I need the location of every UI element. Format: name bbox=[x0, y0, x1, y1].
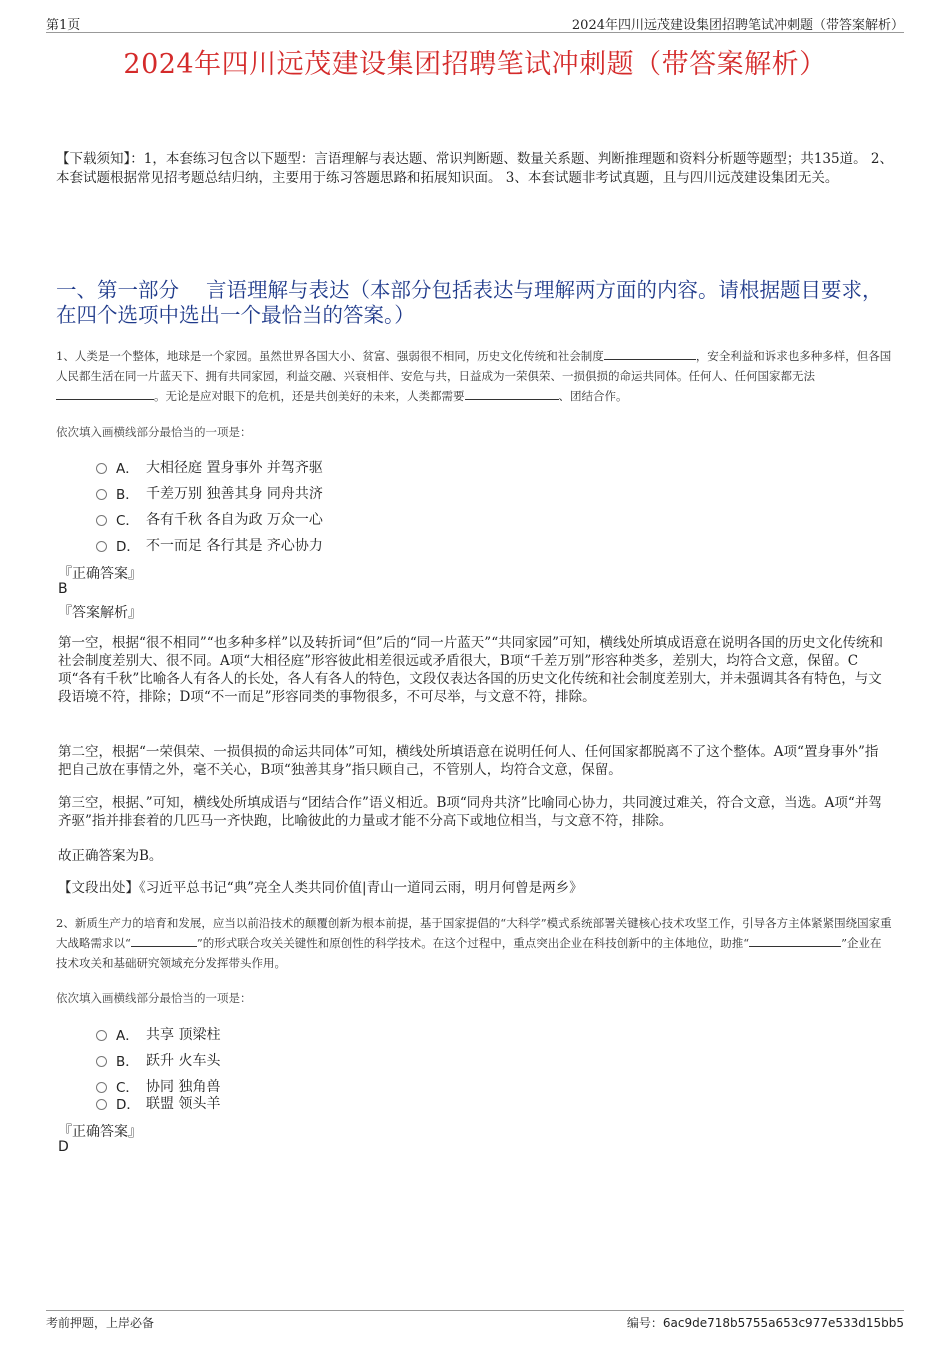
radio-icon[interactable] bbox=[96, 1056, 107, 1067]
option-text: 协同 独角兽 bbox=[146, 1079, 221, 1095]
header-divider bbox=[46, 32, 904, 33]
footer-divider bbox=[46, 1310, 904, 1311]
q1-analysis-para-2: 第二空，根据“一荣俱荣、一损俱损的命运共同体”可知，横线处所填语意在说明任何人、任何国家都脱离不了这个整体。A项“置身事外”指把自己放在事情之外，毫不关心，B项“独善其身”指只顾自己，不管别人，均符合文意，保留。 bbox=[58, 744, 879, 778]
download-notice: 【下载须知】：1，本套练习包含以下题型：言语理解与表达题、常识判断题、数量关系题、判断推理题和资料分析题等题型；共135道。 2、本套试题根据常见招考题总结归纳，主要用于练习答题思路和拓展知识面。 3、本套试题非考试真题，且与四川远茂建设集团无关。 bbox=[56, 151, 893, 186]
q1-blank-2 bbox=[56, 387, 154, 400]
document-title: 2024年四川远茂建设集团招聘笔试冲刺题（带答案解析） bbox=[123, 49, 827, 80]
radio-icon[interactable] bbox=[96, 1030, 107, 1041]
q1-analysis-para-3: 第三空，根据、”可知，横线处所填成语与“团结合作”语义相近。B项“同舟共济”比喻同心协力，共同渡过难关，符合文意，当选。A项“并驾齐驱”指并排套着的几匹马一齐快跑，比喻彼此的力量或才能不分高下或地位相当，与文意不符，排除。 bbox=[58, 795, 882, 829]
page-number: 第1页 bbox=[46, 18, 81, 33]
option-text: 联盟 领头羊 bbox=[146, 1096, 221, 1112]
option-text: 不一而足 各行其是 齐心协力 bbox=[146, 538, 323, 554]
q1-analysis-label: 『答案解析』 bbox=[58, 605, 142, 621]
footer-slogan: 考前押题，上岸必备 bbox=[46, 1316, 155, 1330]
q1-analysis-para-1: 第一空，根据“很不相同”“也多种多样”以及转折词“但”后的“同一片蓝天”“共同家园”可知，横线处所填成语意在说明各国的历史文化传统和社会制度差别大、很不同。A项“大相径庭”形容彼此相差很远或矛盾很大，B项“千差万别”形容种类多，差别大，均符合文意，保留。C项“各有千秋”比喻各人有各人的长处，各人有各人的特色，文段仅表达各国的历史文化传统和社会制度差别大，并未强调其各有特色，与文段语境不符，排除；D项“不一而足”形容同类的事物很多，不可尽举，与文意不符，排除。 bbox=[58, 635, 884, 705]
footer-code-label: 编号： bbox=[626, 1316, 663, 1330]
radio-icon[interactable] bbox=[96, 541, 107, 552]
q1-analysis-conclusion: 故正确答案为B。 bbox=[58, 848, 163, 864]
option-letter: C． bbox=[116, 1080, 139, 1096]
q1-option-d[interactable] bbox=[96, 535, 323, 555]
option-letter: D． bbox=[116, 1097, 140, 1113]
option-letter: B． bbox=[116, 1054, 139, 1070]
option-text: 千差万别 独善其身 同舟共济 bbox=[146, 486, 323, 502]
question-1-text bbox=[56, 346, 892, 406]
q1-text-part3: 。无论是应对眼下的危机，还是共创美好的未来，人类都需要 bbox=[154, 389, 465, 403]
radio-icon[interactable] bbox=[96, 489, 107, 500]
header-doc-title: 2024年四川远茂建设集团招聘笔试冲刺题（带答案解析） bbox=[571, 18, 904, 33]
q2-prompt: 依次填入画横线部分最恰当的一项是： bbox=[56, 991, 252, 1005]
radio-icon[interactable] bbox=[96, 463, 107, 474]
footer-code-value: 6ac9de718b5755a653c977e533d15bb5 bbox=[662, 1316, 904, 1330]
q2-option-a[interactable] bbox=[96, 1024, 220, 1044]
q1-text-part2: ，安全利益和诉求也多种多样，但各国人民都生活在同一片蓝天下、拥有共同家园，利益交融、兴衰相伴、安危与共，日益成为一荣俱荣、一损俱损的命运共同体。任何人、任何国家都无法 bbox=[56, 349, 892, 383]
option-letter: B． bbox=[116, 487, 139, 503]
q2-blank-1 bbox=[131, 934, 197, 947]
q1-text-part1: 1、人类是一个整体，地球是一个家园。虽然世界各国大小、贫富、强弱很不相同，历史文化传统和社会制度 bbox=[56, 349, 604, 363]
q2-option-d[interactable] bbox=[96, 1093, 220, 1113]
option-letter: A． bbox=[116, 1028, 139, 1044]
q2-text-part2: ”的形式联合攻关关键性和原创性的科学技术。在这个过程中，重点突出企业在科技创新中的主体地位，助推“ bbox=[196, 936, 750, 950]
q1-answer-label: 『正确答案』 bbox=[58, 566, 142, 582]
q2-text-part1: 2、新质生产力的培育和发展，应当以前沿技术的颠覆创新为根本前提，基于国家提倡的“大科学”模式系统部署关键核心技术攻坚工作，引导各方主体紧紧围绕国家重大战略需求以“ bbox=[56, 916, 892, 950]
q1-blank-3 bbox=[465, 387, 559, 400]
option-letter: A． bbox=[116, 461, 139, 477]
radio-icon[interactable] bbox=[96, 1099, 107, 1110]
q2-blank-2 bbox=[749, 934, 841, 947]
option-text: 各有千秋 各自为政 万众一心 bbox=[146, 512, 323, 528]
q1-prompt: 依次填入画横线部分最恰当的一项是： bbox=[56, 425, 252, 439]
option-letter: D． bbox=[116, 539, 140, 555]
q1-option-b[interactable] bbox=[96, 483, 323, 503]
q1-answer: B bbox=[58, 581, 68, 597]
q1-text-part4: 、团结合作。 bbox=[558, 389, 628, 403]
option-text: 大相径庭 置身事外 并驾齐驱 bbox=[146, 460, 323, 476]
question-2-text bbox=[56, 913, 892, 973]
q2-text-part3: ”企业在技术攻关和基础研究领域充分发挥带头作用。 bbox=[56, 936, 882, 970]
section-heading: 一、第一部分 言语理解与表达（本部分包括表达与理解两方面的内容。请根据题目要求，在四个选项中选出一个最恰当的答案。） bbox=[56, 278, 883, 327]
option-letter: C． bbox=[116, 513, 139, 529]
q2-answer: D bbox=[58, 1139, 69, 1155]
option-text: 跃升 火车头 bbox=[146, 1053, 221, 1069]
q2-answer-label: 『正确答案』 bbox=[58, 1124, 142, 1140]
q1-blank-1 bbox=[604, 347, 696, 360]
option-text: 共享 顶梁柱 bbox=[146, 1027, 221, 1043]
q1-source: 【文段出处】《习近平总书记“典”亮全人类共同价值|青山一道同云雨，明月何曾是两乡》 bbox=[58, 880, 583, 896]
footer-code bbox=[627, 1314, 904, 1331]
q1-option-c[interactable] bbox=[96, 509, 323, 529]
q1-option-a[interactable] bbox=[96, 457, 323, 477]
q2-option-b[interactable] bbox=[96, 1050, 220, 1070]
radio-icon[interactable] bbox=[96, 515, 107, 526]
radio-icon[interactable] bbox=[96, 1082, 107, 1093]
